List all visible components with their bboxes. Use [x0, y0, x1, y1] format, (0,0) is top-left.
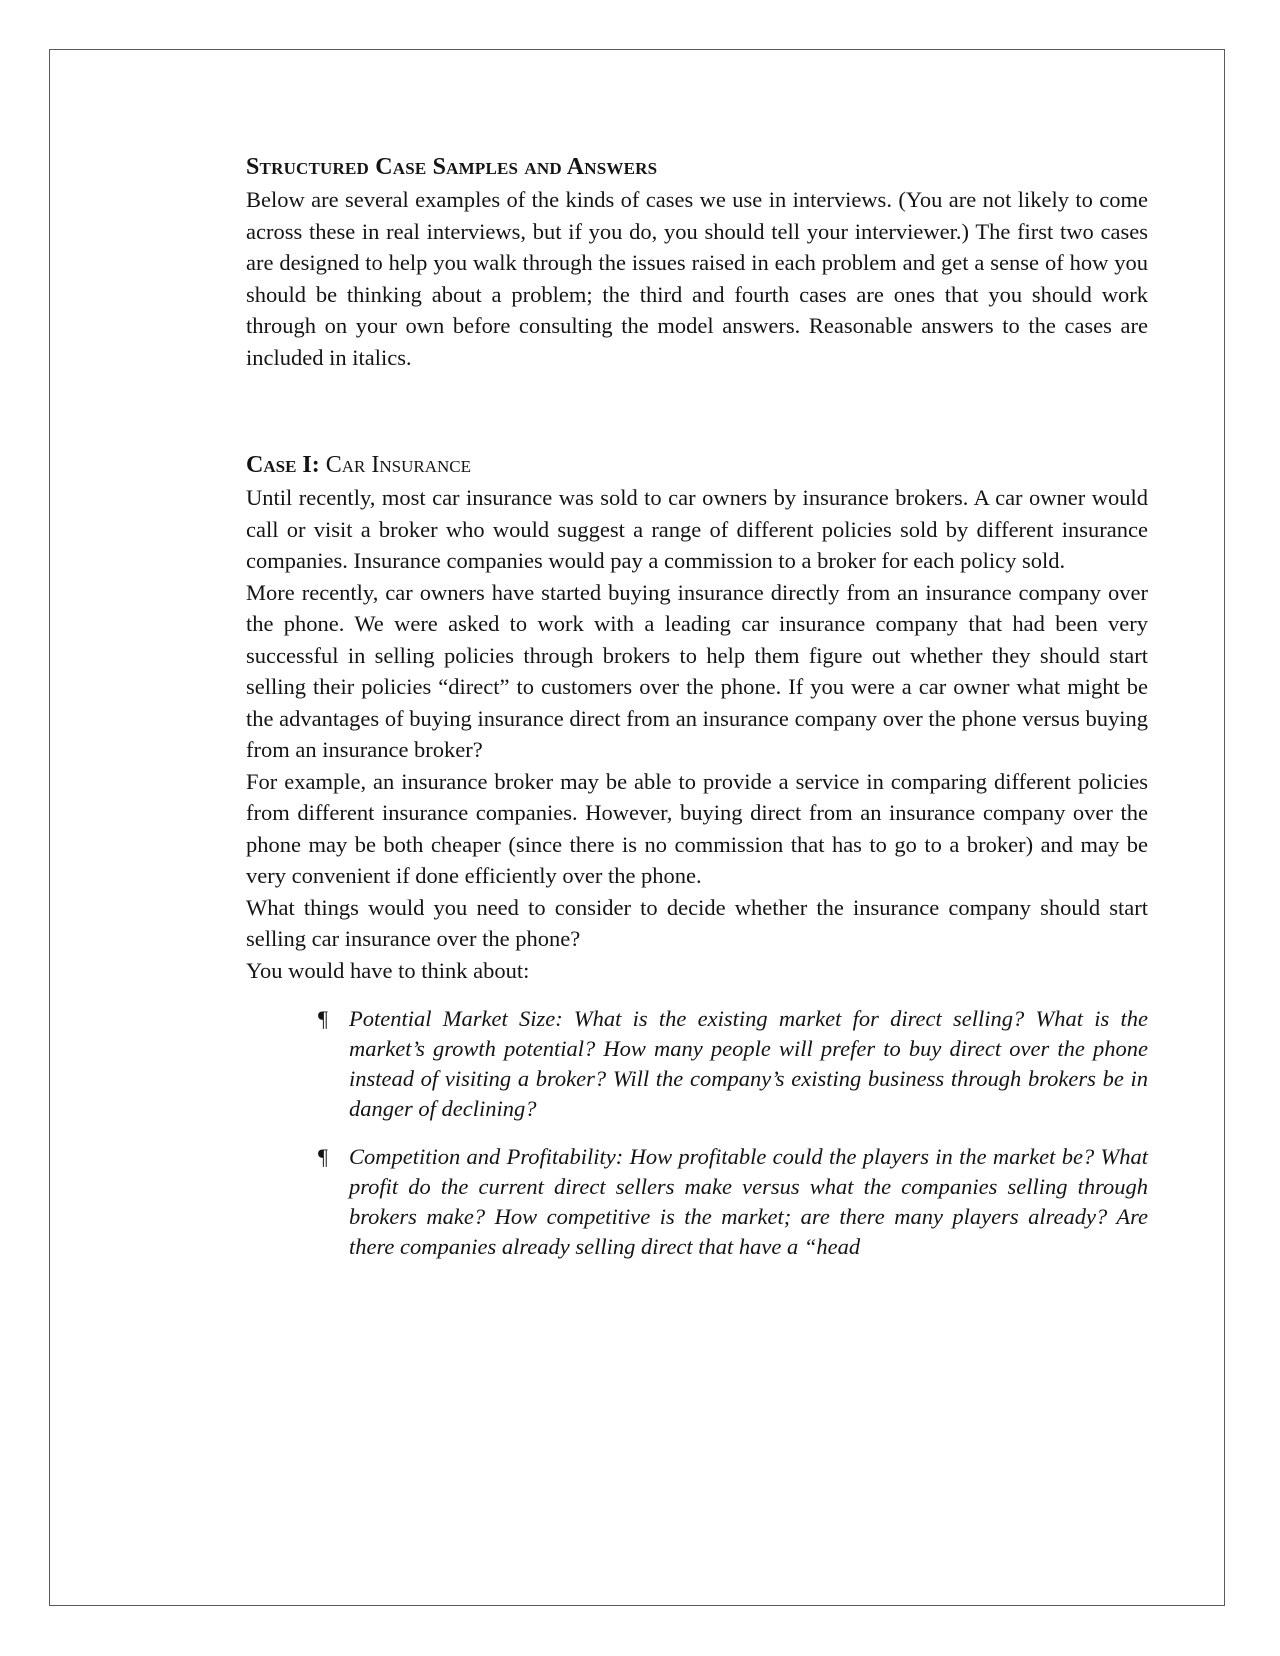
intro-paragraph: Below are several examples of the kinds of cases we use in interviews. (You are not likely to come across these in real interviews, but if you do, you should tell your interviewer.) The first two cases are designed to help you walk through the issues raised in each problem and get a sense of how you should be thinking about a problem; the third and fourth cases are ones that you should work through on your own before consulting the model answers. Reasonable answers to the cases are included in italics.	[246, 187, 1148, 370]
case-paragraph: More recently, car owners have started buying insurance directly from an insurance company over the phone. We were asked to work with a leading car insurance company that had been very successful in selling policies through brokers to help them figure out whether they should start selling their policies “direct” to customers over the phone. If you were a car owner what might be the advantages of buying insurance direct from an insurance company over the phone versus buying from an insurance broker?	[246, 579, 1148, 762]
case-question: What things would you need to consider to decide whether the insurance company should start selling car insurance over the phone?	[246, 894, 1148, 951]
pilcrow-icon: ¶	[318, 1006, 328, 1031]
answer-list	[246, 1004, 1148, 1262]
answer-text: Potential Market Size: What is the existing market for direct selling? What is the market’s growth potential? How many people will prefer to buy direct over the phone instead of visiting a broker? Will the company’s existing business through brokers be in danger of declining?	[349, 1006, 1148, 1121]
case-number: Case I:	[246, 452, 320, 478]
document-body	[246, 150, 1148, 1280]
list-item	[246, 1004, 1148, 1124]
case-paragraph: For example, an insurance broker may be able to provide a service in comparing different policies from different insurance companies. However, buying direct from an insurance company over the phone may be both cheaper (since there is no commission that has to go to a broker) and may be very convenient if done efficiently over the phone.	[246, 768, 1148, 888]
answer-lead-in: You would have to think about:	[246, 957, 530, 983]
case-title: Car Insurance	[325, 452, 471, 478]
answer-text: Competition and Profitability: How profitable could the players in the market be? What profit do the current direct sellers make versus what the companies selling through brokers make? How competitive is the market; are there many players already? Are there companies already selling direct that have a “head	[349, 1144, 1148, 1259]
case-paragraph: Until recently, most car insurance was sold to car owners by insurance brokers. A car owner would call or visit a broker who would suggest a range of different policies sold by different insurance companies. Insurance companies would pay a commission to a broker for each policy sold.	[246, 485, 1148, 573]
document-title: Structured Case Samples and Answers	[246, 154, 658, 180]
pilcrow-icon: ¶	[318, 1144, 328, 1169]
list-item	[246, 1142, 1148, 1262]
case-heading	[246, 448, 1148, 482]
